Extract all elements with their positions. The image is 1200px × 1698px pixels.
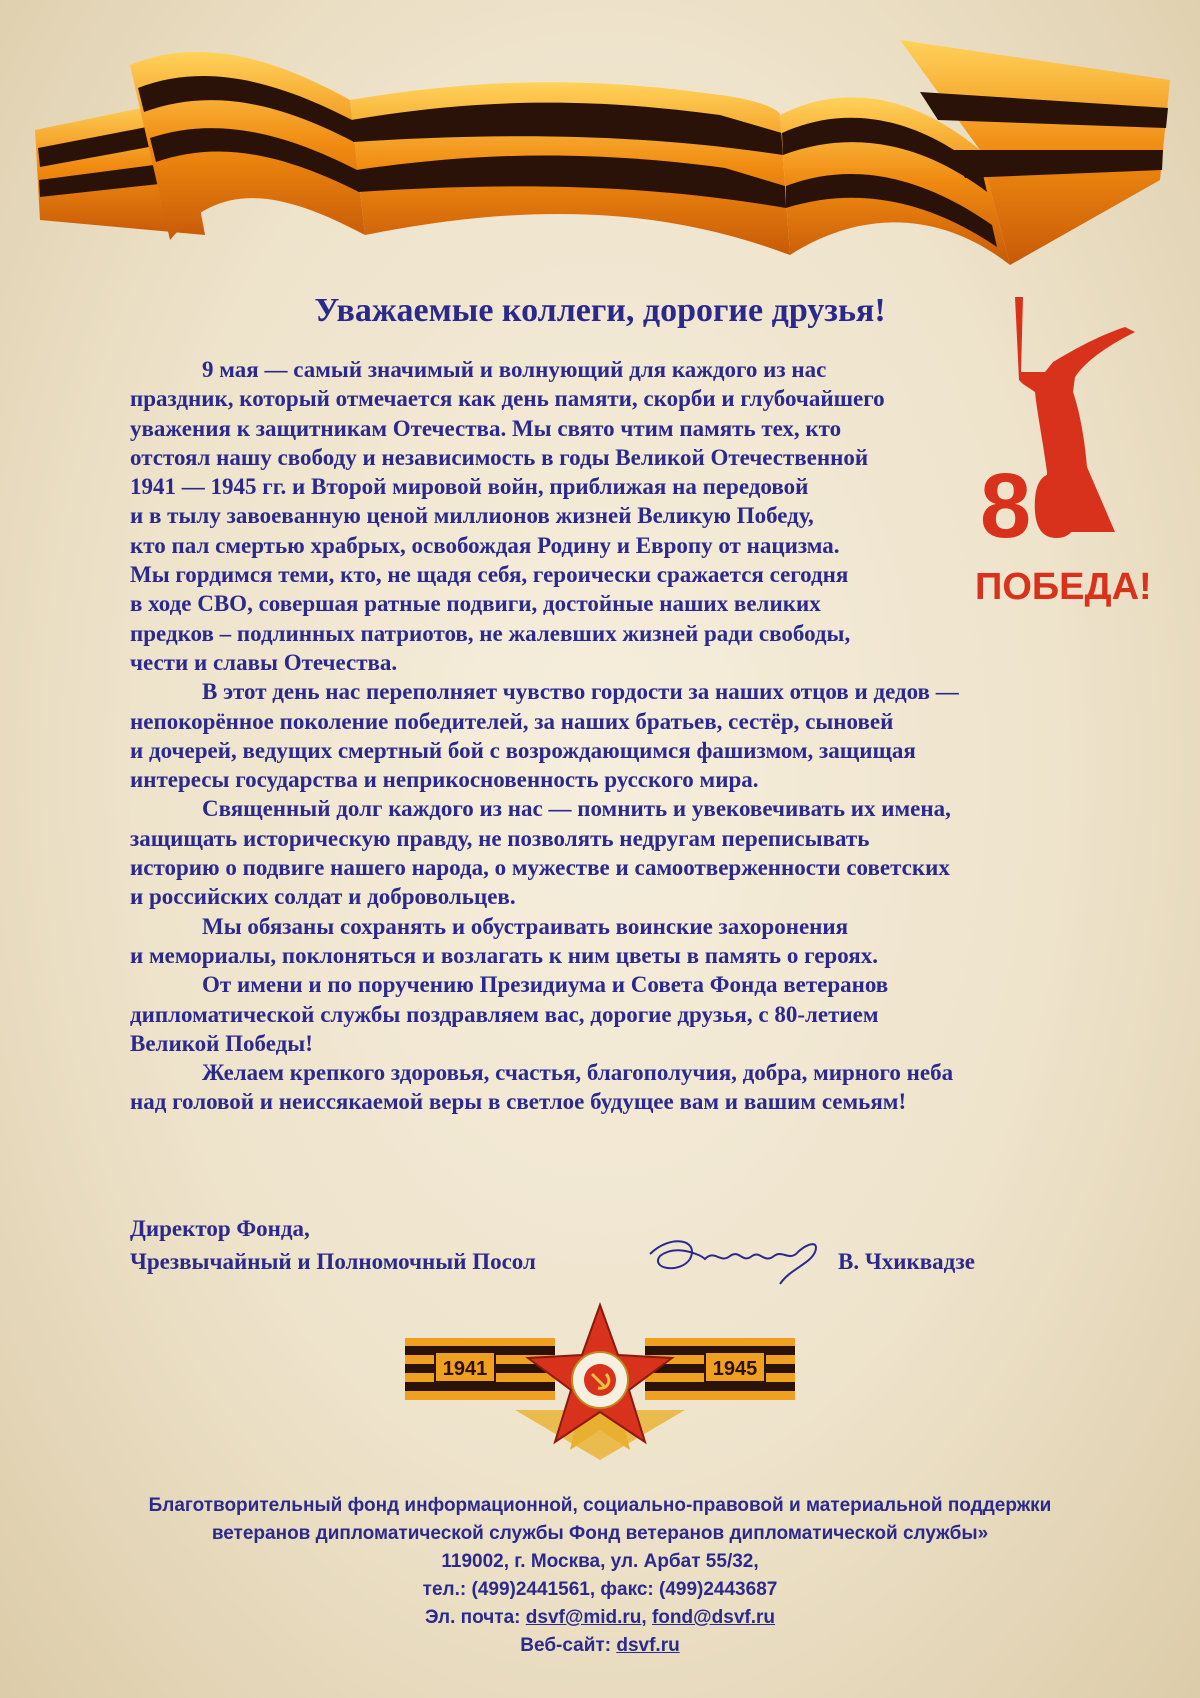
letter-line: Священный долг каждого из нас — помнить и увековечивать их имена,: [202, 796, 951, 822]
letter-line: интересы государства и неприкосновенность русского мира.: [130, 767, 759, 793]
footer: [0, 1492, 1200, 1660]
letter-line: 9 мая — самый значимый и волнующий для каждого из нас: [202, 357, 827, 382]
position-line-2: Чрезвычайный и Полномочный Посол: [130, 1249, 536, 1274]
badge-year-right: 1945: [712, 1358, 758, 1380]
letter-title: Уважаемые коллеги, дорогие друзья!: [314, 292, 886, 329]
victory-80-emblem-icon: [975, 292, 1160, 642]
letter-line: дипломатической службы поздравляем вас, дорогие друзья, с 80-летием: [130, 1001, 879, 1027]
letter-line: Мы обязаны сохранять и обустраивать воинские захоронения: [202, 913, 849, 939]
director-name: В. Чхиквадзе: [838, 1249, 976, 1274]
signature-block: [130, 1212, 1080, 1292]
letter-line: защищать историческую правду, не позволять недругам переписывать: [130, 825, 870, 851]
email-separator: ,: [641, 1607, 647, 1628]
letter-line: кто пал смертью храбрых, освобождая Родину и Европу от нацизма.: [130, 532, 840, 558]
letter-line: праздник, который отмечается как день памяти, скорби и глубочайшего: [130, 386, 885, 412]
letter-line: уважения к защитникам Отечества. Мы свято чтим память тех, кто: [130, 415, 842, 441]
letter-line: и российских солдат и добровольцев.: [130, 884, 516, 910]
letter-line: От имени и по поручению Президиума и Совета Фонда ветеранов: [202, 972, 889, 998]
website-link[interactable]: dsvf.ru: [616, 1635, 680, 1656]
org-line-1: Благотворительный фонд информационной, социально-правовой и материальной поддержки: [148, 1495, 1052, 1516]
handwritten-signature-icon: [630, 1214, 830, 1294]
address: 119002, г. Москва, ул. Арбат 55/32,: [441, 1551, 759, 1572]
letter-line: В этот день нас переполняет чувство гордости за наших отцов и дедов —: [202, 679, 959, 705]
letter-line: историю о подвиге нашего народа, о мужестве и самоотверженности советских: [130, 855, 950, 881]
email-line: [0, 1604, 1200, 1632]
letter-line: и мемориалы, поклоняться и возлагать к ним цветы в память о героях.: [130, 942, 878, 968]
letter-line: и в тылу завоеванную ценой миллионов жизней Великую Победу,: [130, 503, 814, 529]
letter-line: чести и славы Отечества.: [130, 649, 398, 675]
letter-line: отстоял нашу свободу и независимость в годы Великой Отечественной: [130, 444, 869, 470]
letter-line: и дочерей, ведущих смертный бой с возрождающимся фашизмом, защищая: [130, 737, 916, 763]
website-label: Веб-сайт:: [520, 1635, 612, 1656]
letter-line: над головой и неиссякаемой веры в светлое будущее вам и вашим семьям!: [130, 1089, 907, 1115]
letter-line: предков – подлинных патриотов, не жалевших жизней ради свободы,: [130, 620, 851, 646]
phones: тел.: (499)2441561, факс: (499)2443687: [422, 1579, 778, 1600]
org-line-2: ветеранов дипломатической службы Фонд ветеранов дипломатической службы»: [211, 1523, 989, 1544]
email-link-2[interactable]: fond@dsvf.ru: [651, 1607, 776, 1628]
emblem-number: 80: [980, 455, 1083, 557]
badge-year-left: 1941: [442, 1358, 488, 1380]
letter-line: непокорённое поколение победителей, за наших братьев, сестёр, сыновей: [130, 708, 894, 734]
letter-line: 1941 — 1945 гг. и Второй мировой войн, приближая на передовой: [130, 474, 809, 500]
letter-body: [130, 355, 1070, 1117]
letter-line: Желаем крепкого здоровья, счастья, благополучия, добра, мирного неба: [202, 1060, 954, 1086]
letter-line: Мы гордимся теми, кто, не щадя себя, героически сражается сегодня: [130, 562, 849, 588]
email-label: Эл. почта:: [424, 1607, 521, 1628]
order-patriotic-war-badge-icon: [400, 1300, 800, 1480]
email-link-1[interactable]: dsvf@mid.ru: [525, 1607, 642, 1628]
emblem-word: ПОБЕДА!: [975, 566, 1152, 608]
website-line: [0, 1632, 1200, 1660]
letter-line: в ходе СВО, совершая ратные подвиги, достойные наших великих: [130, 591, 821, 617]
st-george-ribbon-icon: [20, 20, 1190, 290]
letter-line: Великой Победы!: [130, 1030, 313, 1056]
position-line-1: Директор Фонда,: [130, 1216, 310, 1241]
